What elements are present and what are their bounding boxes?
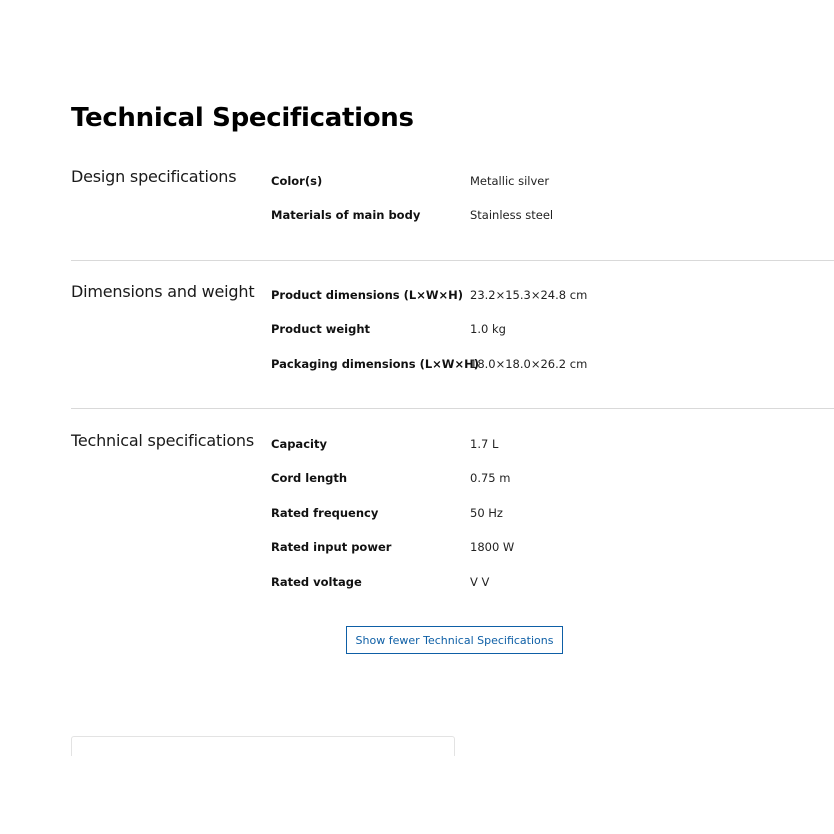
spec-value: 50 Hz xyxy=(470,506,503,520)
spec-value: 1.7 L xyxy=(470,437,499,451)
spec-label: Product weight xyxy=(271,322,371,336)
show-fewer-specs-button[interactable]: Show fewer Technical Specifications xyxy=(346,626,563,654)
spec-label: Rated input power xyxy=(271,540,392,554)
page-title: Technical Specifications xyxy=(71,103,414,133)
spec-value: V V xyxy=(470,575,490,589)
spec-value: Stainless steel xyxy=(470,208,554,222)
section-title: Dimensions and weight xyxy=(71,282,255,301)
spec-value: 0.75 m xyxy=(470,471,511,485)
section-title: Technical specifications xyxy=(71,431,254,450)
spec-label: Rated voltage xyxy=(271,575,362,589)
spec-label: Packaging dimensions (L×W×H) xyxy=(271,357,479,371)
content-card xyxy=(71,736,455,756)
spec-label: Cord length xyxy=(271,471,348,485)
spec-label: Capacity xyxy=(271,437,327,451)
spec-value: 1800 W xyxy=(470,540,515,554)
spec-label: Materials of main body xyxy=(271,208,421,222)
spec-value: 23.2×15.3×24.8 cm xyxy=(470,288,588,302)
section-title: Design specifications xyxy=(71,167,237,186)
spec-label: Product dimensions (L×W×H) xyxy=(271,288,464,302)
spec-label: Color(s) xyxy=(271,174,323,188)
spec-value: Metallic silver xyxy=(470,174,550,188)
section-divider xyxy=(71,408,834,409)
spec-value: 1.0 kg xyxy=(470,322,506,336)
section-divider xyxy=(71,260,834,261)
spec-label: Rated frequency xyxy=(271,506,379,520)
spec-value: 18.0×18.0×26.2 cm xyxy=(470,357,588,371)
